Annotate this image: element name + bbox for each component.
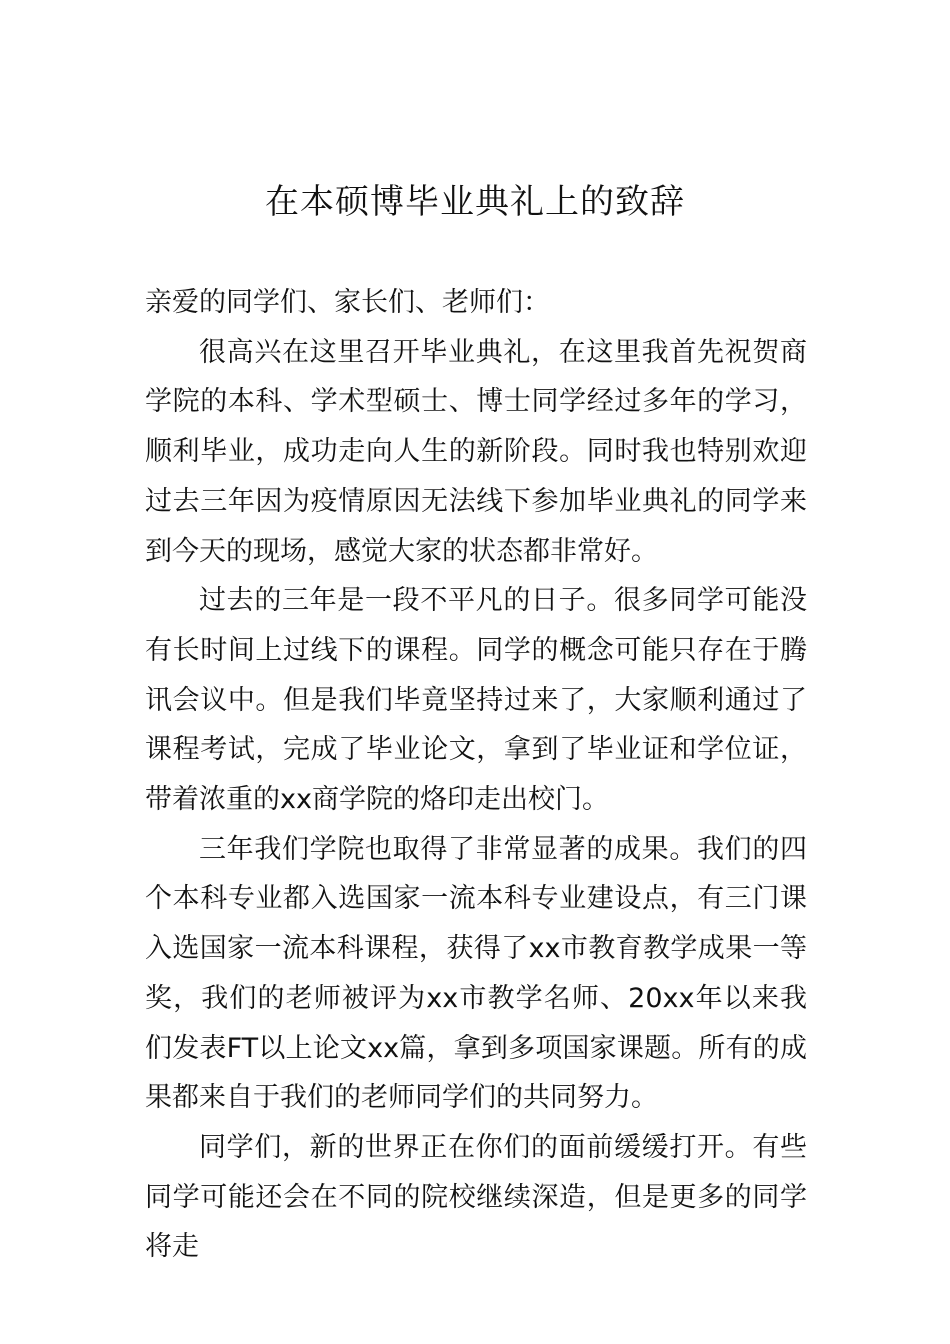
paragraph: 很高兴在这里召开毕业典礼，在这里我首先祝贺商学院的本科、学术型硕士、博士同学经过多年的学习，顺利毕业，成功走向人生的新阶段。同时我也特别欢迎过去三年因为疫情原因无法线下参加毕业典礼的同学来到今天的现场，感觉大家的状态都非常好。 — [145, 336, 807, 567]
paragraph: 过去的三年是一段不平凡的日子。很多同学可能没有长时间上过线下的课程。同学的概念可能只存在于腾讯会议中。但是我们毕竟坚持过来了，大家顺利通过了课程考试，完成了毕业论文，拿到了毕业证和学位证，带着浓重的xx商学院的烙印走出校门。 — [145, 585, 807, 816]
salutation: 亲爱的同学们、家长们、老师们： — [145, 287, 550, 318]
document-body — [145, 278, 807, 1272]
document-title: 在本硕博毕业典礼上的致辞 — [265, 182, 685, 222]
paragraph: 三年我们学院也取得了非常显著的成果。我们的四个本科专业都入选国家一流本科专业建设点，有三门课入选国家一流本科课程，获得了xx市教育教学成果一等奖，我们的老师被评为xx市教学名师、20xx年以来我们发表FT以上论文xx篇，拿到多项国家课题。所有的成果都来自于我们的老师同学们的共同努力。 — [145, 833, 807, 1114]
paragraph: 同学们，新的世界正在你们的面前缓缓打开。有些同学可能还会在不同的院校继续深造，但是更多的同学将走 — [145, 1131, 807, 1263]
